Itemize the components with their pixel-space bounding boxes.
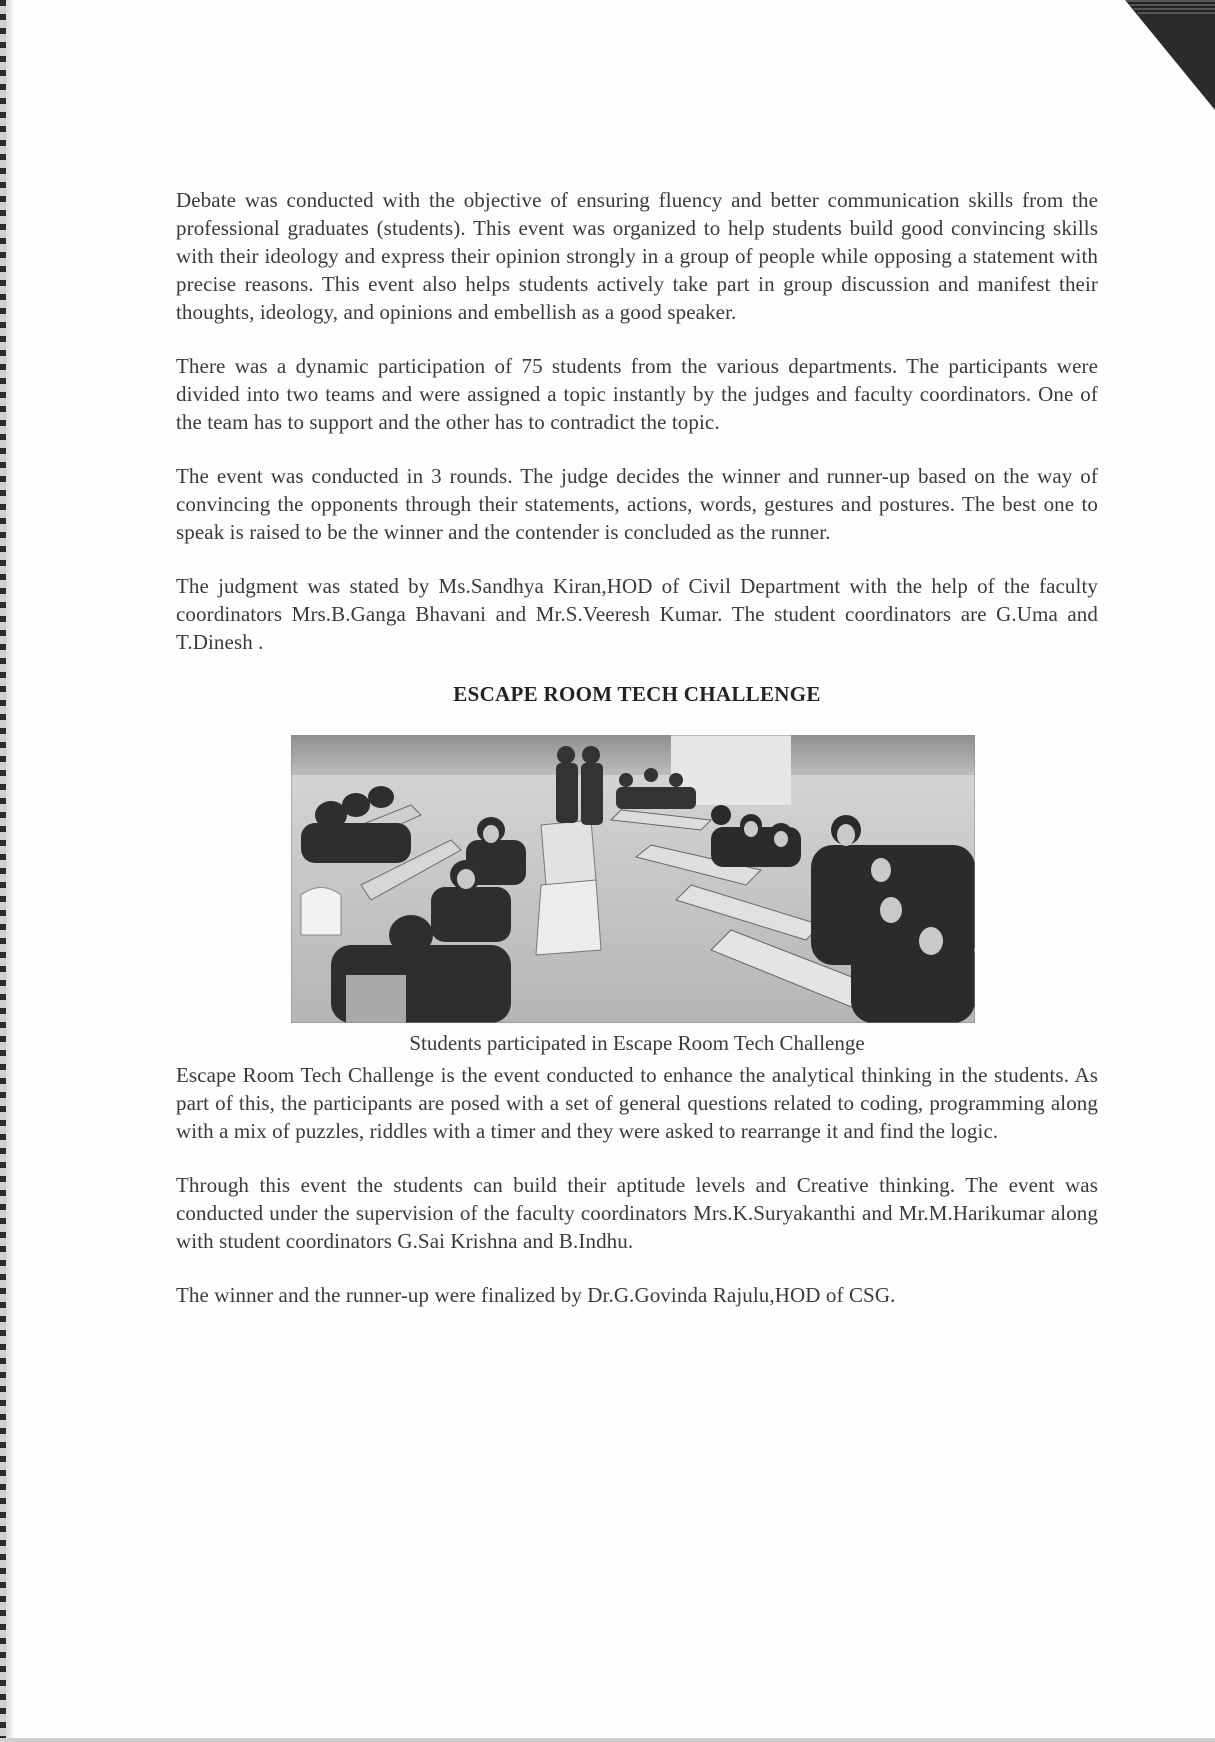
debate-objective-paragraph: Debate was conducted with the objective of ensuring fluency and better communication skills from the professional graduates (students). This event was organized to help students build good convincing skills with their ideology and express their opinion strongly in a group of people while opposing a statement with precise reasons. This event also helps students actively take part in group discussion and manifest their thoughts, ideology, and opinions and embellish as a good speaker.: [176, 188, 1098, 324]
escape-room-description-paragraph: Escape Room Tech Challenge is the event conducted to enhance the analytical thinking in the students. As part of this, the participants are posed with a set of general questions related to coding, programming along with a mix of puzzles, riddles with a timer and they were asked to rearrange it and find the logic.: [176, 1063, 1098, 1143]
classroom-photo-illustration: [291, 735, 975, 1023]
section-heading: ESCAPE ROOM TECH CHALLENGE: [453, 682, 821, 706]
photo-caption: Students participated in Escape Room Tech Challenge: [409, 1031, 865, 1055]
scan-binding-shadow: [6, 0, 14, 1742]
document-body: [176, 186, 1098, 1335]
debate-judgment-paragraph: The judgment was stated by Ms.Sandhya Kiran,HOD of Civil Department with the help of the faculty coordinators Mrs.B.Ganga Bhavani and Mr.S.Veeresh Kumar. The student coordinators are G.Uma and T.Dinesh .: [176, 574, 1098, 654]
escape-room-winner-paragraph: The winner and the runner-up were finalized by Dr.G.Govinda Rajulu,HOD of CSG.: [176, 1283, 896, 1307]
escape-room-supervision-paragraph: Through this event the students can build their aptitude levels and Creative thinking. The event was conducted under the supervision of the faculty coordinators Mrs.K.Suryakanthi and Mr.M.Harikumar along with student coordinators G.Sai Krishna and B.Indhu.: [176, 1173, 1098, 1253]
scan-corner-fold: [1125, 0, 1215, 110]
scan-bottom-edge: [0, 1738, 1215, 1742]
debate-participation-paragraph: There was a dynamic participation of 75 students from the various departments. The participants were divided into two teams and were assigned a topic instantly by the judges and faculty coordinators. One of the team has to support and the other has to contradict the topic.: [176, 354, 1098, 434]
scan-corner-lines: [1125, 0, 1215, 14]
classroom-photo: [291, 735, 975, 1023]
debate-rounds-paragraph: The event was conducted in 3 rounds. The judge decides the winner and runner-up based on the way of convincing the opponents through their statements, actions, words, gestures and postures. The best one to speak is raised to be the winner and the contender is concluded as the runner.: [176, 464, 1098, 544]
